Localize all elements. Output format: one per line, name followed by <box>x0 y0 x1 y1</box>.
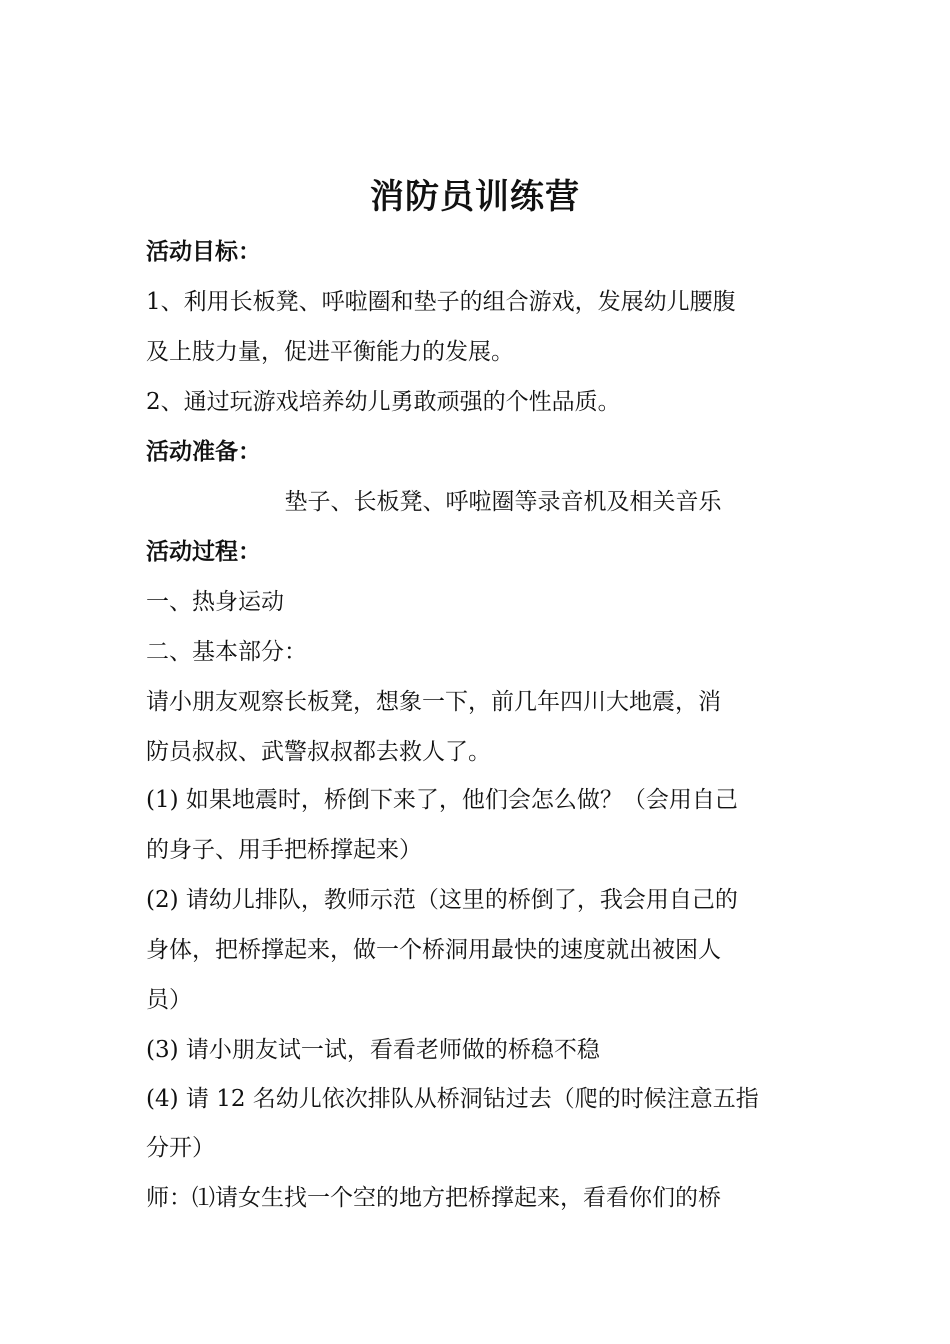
preparation-materials: 垫子、长板凳、呼啦圈等录音机及相关音乐 <box>284 489 722 515</box>
paragraph-line: 二、基本部分： <box>146 639 307 665</box>
paragraph-line: 2、通过玩游戏培养幼儿勇敢顽强的个性品质。 <box>146 389 621 415</box>
paragraph-line: (3) 请小朋友试一试，看看老师做的桥稳不稳 <box>146 1037 600 1063</box>
paragraph-line: 身体，把桥撑起来，做一个桥洞用最快的速度就出被困人 <box>146 937 721 963</box>
paragraph-line: 师：⑴请女生找一个空的地方把桥撑起来，看看你们的桥 <box>146 1185 721 1211</box>
paragraph-line: 的身子、用手把桥撑起来） <box>146 837 422 863</box>
paragraph-line: (2) 请幼儿排队，教师示范（这里的桥倒了，我会用自己的 <box>146 887 738 913</box>
paragraph-line: 及上肢力量，促进平衡能力的发展。 <box>146 339 514 365</box>
paragraph-line: 防员叔叔、武警叔叔都去救人了。 <box>146 739 491 765</box>
heading-activity-goals: 活动目标： <box>146 239 261 265</box>
paragraph-line: (1) 如果地震时，桥倒下来了，他们会怎么做？（会用自己 <box>146 787 738 813</box>
paragraph-line: 员） <box>146 987 192 1013</box>
document-title: 消防员训练营 <box>370 177 580 217</box>
paragraph-line: 请小朋友观察长板凳，想象一下，前几年四川大地震，消 <box>146 689 721 715</box>
paragraph-line: 一、热身运动 <box>146 589 284 615</box>
heading-activity-process: 活动过程： <box>146 539 261 565</box>
paragraph-line: 分开） <box>146 1135 215 1161</box>
paragraph-line: 1、利用长板凳、呼啦圈和垫子的组合游戏，发展幼儿腰腹 <box>146 289 736 315</box>
heading-activity-preparation: 活动准备： <box>146 439 261 465</box>
paragraph-line: (4) 请 12 名幼儿依次排队从桥洞钻过去（爬的时候注意五指 <box>146 1086 759 1112</box>
